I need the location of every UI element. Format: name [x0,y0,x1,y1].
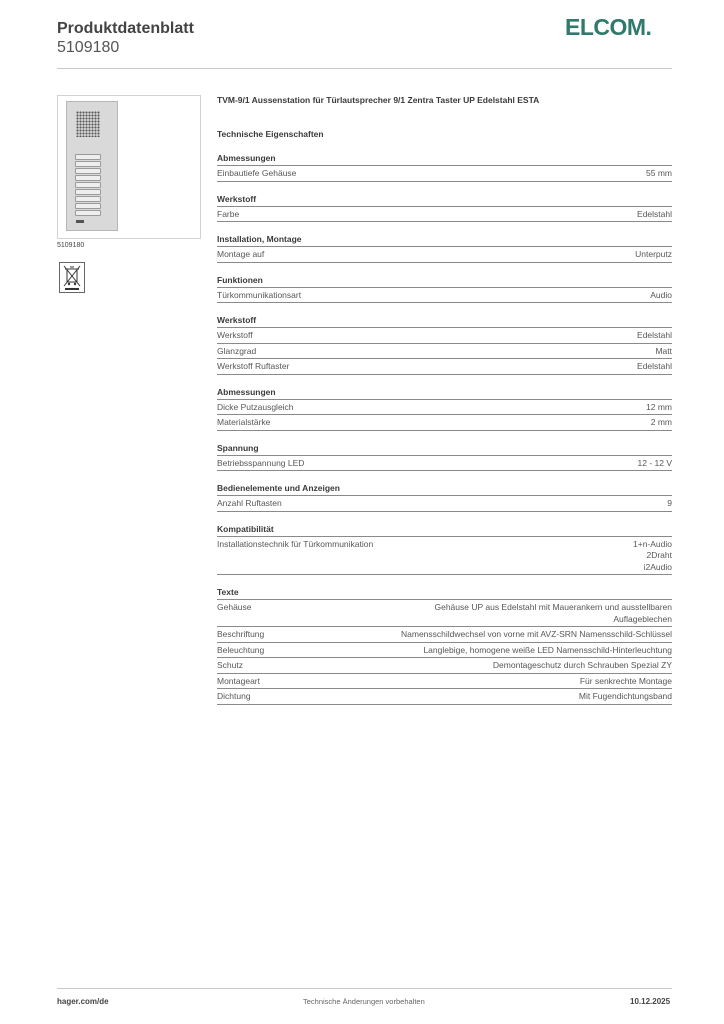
speaker-grille-icon [76,111,100,137]
product-headline: TVM-9/1 Aussenstation für Türlautsprecher 9/1 Zentra Taster UP Edelstahl ESTA [217,95,540,105]
property-row [217,674,672,690]
property-row [217,400,672,416]
property-value: Edelstahl [637,361,672,371]
footer-divider [57,988,672,989]
group-title: Kompatibilität [217,522,672,537]
property-label: Schutz [217,660,243,670]
property-group [217,441,672,472]
property-value: Namensschildwechsel von vorne mit AVZ-SRN Namensschild-Schlüssel [401,629,672,639]
property-value: Langlebige, homogene weiße LED Namensschild-Hinterleuchtung [423,644,672,655]
group-title: Abmessungen [217,151,672,166]
property-value: Matt [655,345,672,356]
property-label: Montageart [217,675,260,686]
footer-website-link[interactable]: hager.com/de [57,997,109,1006]
property-value: 12 - 12 V [637,457,672,468]
property-row [217,627,672,643]
property-group [217,585,672,705]
property-value: 55 mm [646,168,672,178]
property-label: Installationstechnik für Türkommunikation [217,538,374,549]
property-row [217,658,672,674]
header-divider [57,68,672,69]
property-value: Für senkrechte Montage [579,675,672,686]
property-group [217,273,672,304]
property-row [217,328,672,344]
group-title: Installation, Montage [217,232,672,247]
property-row [217,288,672,304]
property-group [217,313,672,375]
call-button-icon [75,168,101,174]
article-number: 5109180 [57,39,120,56]
property-group [217,151,672,182]
property-label: Beschriftung [217,629,265,639]
property-group [217,522,672,576]
call-button-icon [75,161,101,167]
property-label: Einbautiefe Gehäuse [217,168,297,178]
property-row [217,247,672,263]
group-title: Bedienelemente und Anzeigen [217,481,672,496]
call-button-icon [75,210,101,216]
group-title: Werkstoff [217,192,672,207]
property-group [217,385,672,431]
group-title: Abmessungen [217,385,672,400]
property-label: Beleuchtung [217,644,265,655]
property-value: Edelstahl [637,330,672,340]
property-label: Betriebsspannung LED [217,457,305,468]
property-label: Materialstärke [217,417,271,427]
property-group [217,192,672,223]
document-title: Produktdatenblatt [57,20,194,37]
call-button-icon [75,182,101,188]
group-title: Texte [217,585,672,600]
property-group [217,232,672,263]
property-value: Mit Fugendichtungsband [578,691,672,701]
property-label: Türkommunikationsart [217,289,302,300]
property-row [217,344,672,360]
call-button-icon [75,189,101,195]
property-row [217,456,672,472]
product-image [57,95,201,239]
property-value: 2 mm [650,417,672,427]
properties-table [217,151,672,715]
property-value: 1+n-Audio 2Draht i2Audio [633,538,672,572]
property-value: Edelstahl [637,208,672,219]
property-row [217,415,672,431]
property-row [217,689,672,705]
image-caption: 5109180 [57,242,85,249]
property-group [217,481,672,512]
property-label: Dichtung [217,691,251,701]
property-row [217,359,672,375]
call-button-icon [75,203,101,209]
door-station-panel [66,101,118,231]
property-value: Gehäuse UP aus Edelstahl mit Mauerankern und ausstellbaren Auflageblechen [434,602,672,624]
call-button-icon [75,154,101,160]
property-value: Unterputz [635,249,672,259]
property-label: Werkstoff [217,330,253,340]
property-label: Gehäuse [217,602,252,612]
property-row [217,207,672,223]
property-label: Farbe [217,208,240,219]
section-title: Technische Eigenschaften [217,129,324,139]
call-button-icon [75,196,101,202]
property-label: Dicke Putzausgleich [217,401,294,412]
footer-date: 10.12.2025 [630,997,671,1006]
elcom-logo: ELCOM. [565,14,652,40]
property-row [217,537,672,576]
call-button-icon [75,175,101,181]
crossed-bin-icon [59,262,85,293]
property-label: Anzahl Ruftasten [217,498,282,508]
property-value: 9 [667,498,672,508]
group-title: Spannung [217,441,672,456]
property-value: 12 mm [646,401,672,412]
group-title: Funktionen [217,273,672,288]
footer-note: Technische Änderungen vorbehalten [303,997,425,1006]
property-label: Montage auf [217,249,265,259]
group-title: Werkstoff [217,313,672,328]
property-row [217,643,672,659]
property-row [217,166,672,182]
property-label: Glanzgrad [217,345,257,356]
property-value: Audio [650,289,672,300]
panel-logo-mark [76,220,84,223]
property-row [217,496,672,512]
property-row [217,600,672,627]
property-label: Werkstoff Ruftaster [217,361,290,371]
property-value: Demontageschutz durch Schrauben Spezial ZY [492,660,672,670]
